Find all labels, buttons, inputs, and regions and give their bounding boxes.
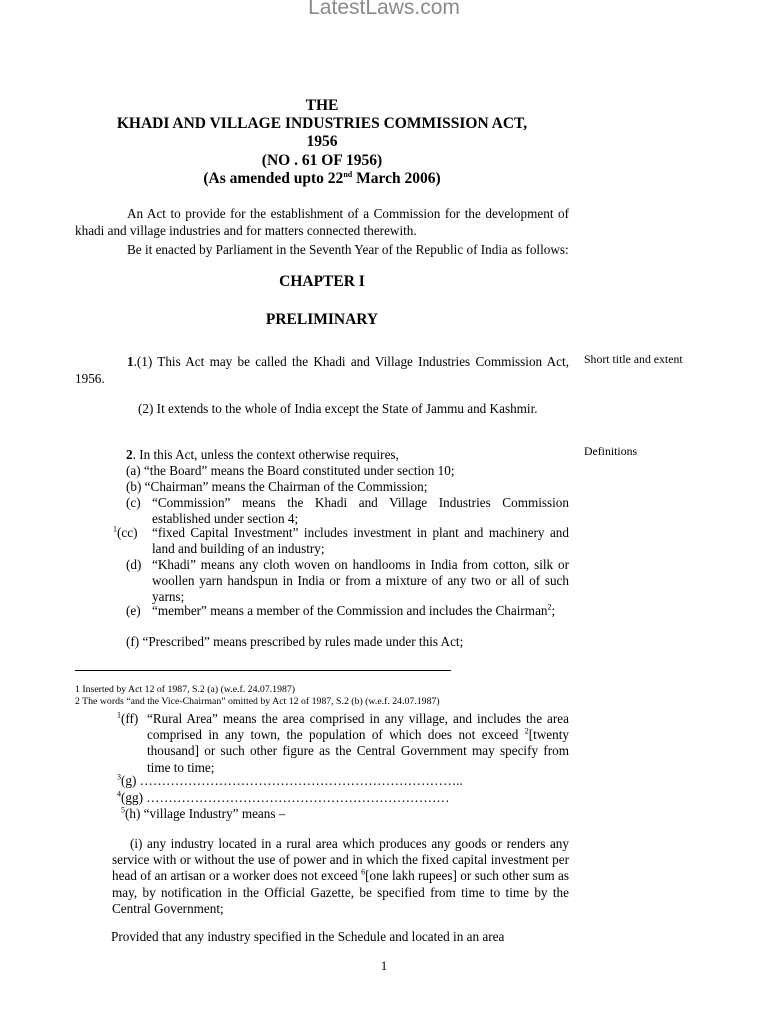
section-number: 2	[126, 447, 133, 462]
preamble	[75, 205, 569, 239]
definition-gg-text: (gg) ……………………………………………………………	[121, 790, 450, 805]
definition-f: (f) “Prescribed” means prescribed by rules made under this Act;	[126, 634, 464, 649]
margin-note-short-title: Short title and extent	[584, 352, 683, 366]
footnote-ref: 3	[117, 772, 121, 782]
label-text: (ff)	[121, 711, 139, 726]
definition-h-i-text-2: [one lakh rupees] or such other sum as may, by notification in the Official Gazette, be specified from time to time by the Central Government;	[112, 868, 569, 916]
enacting-text: Be it enacted by Parliament in the Seventh Year of the Republic of India as follows:	[127, 242, 569, 257]
section-2-intro	[126, 447, 399, 463]
title-line: KHADI AND VILLAGE INDUSTRIES COMMISSION ACT,	[116, 115, 528, 133]
definition-h-text: (h) “village Industry” means –	[125, 806, 286, 821]
definition-g-text: (g) ………………………………………………………………..	[121, 773, 463, 788]
footnote-ref: 2	[524, 726, 529, 736]
definition-cc-label	[113, 525, 138, 541]
footnote-ref: 2	[547, 602, 552, 612]
definition-ff-label	[117, 711, 138, 727]
definition-c: “Commission” means the Khadi and Village Industries Commission established under section 4;	[152, 495, 569, 527]
chapter-heading: CHAPTER I	[279, 273, 365, 290]
section-1-2-text: (2) It extends to the whole of India except the State of Jammu and Kashmir.	[138, 401, 538, 416]
definition-h-i-text: (i) any industry located in a rural area which produces any goods or renders any service with or without the use of power and in which the fixed capital investment per head of an artisan or a worker does not exceed	[112, 836, 569, 884]
title-amended-post: March 2006)	[352, 169, 441, 187]
title-amended-sup: nd	[343, 169, 353, 179]
title-line	[70, 170, 574, 188]
definition-a: (a) “the Board” means the Board constituted under section 10;	[126, 463, 455, 478]
definition-ff-text-2: [twenty thousand] or such other figure as the Central Government may specify from time to time;	[147, 727, 569, 775]
footnote-ref: 4	[117, 789, 121, 799]
footnote-ref: 6	[361, 868, 366, 878]
definition-gg	[117, 790, 450, 806]
section-2-intro-text: . In this Act, unless the context otherwise requires,	[132, 447, 399, 462]
footnote-ref: 1	[117, 710, 121, 720]
definition-b: (b) “Chairman” means the Chairman of the Commission;	[126, 479, 428, 494]
definition-h	[121, 806, 285, 822]
definition-d-label: (d)	[126, 557, 142, 572]
watermark: LatestLaws.com	[308, 0, 460, 19]
section-1-1-text: .(1) This Act may be called the Khadi and Village Industries Commission Act, 1956.	[75, 354, 569, 386]
part-heading: PRELIMINARY	[265, 311, 379, 328]
label-text: (cc)	[117, 525, 138, 540]
title-line: THE	[305, 97, 339, 114]
title-amended-pre: (As amended upto 22	[203, 169, 344, 187]
page-number: 1	[380, 958, 388, 973]
definition-c-label: (c)	[126, 495, 141, 510]
definition-e	[152, 603, 569, 619]
margin-note-definitions: Definitions	[584, 444, 638, 458]
section-1-2	[75, 400, 569, 417]
footnote-ref: 5	[121, 805, 125, 815]
footnote-2: 2 The words “and the Vice-Chairman” omitted by Act 12 of 1987, S.2 (b) (w.e.f. 24.07.1987)	[75, 696, 440, 707]
proviso: Provided that any industry specified in the Schedule and located in an area	[111, 929, 505, 944]
definition-cc: “fixed Capital Investment” includes investment in plant and machinery and land and building of an industry;	[152, 525, 569, 557]
definition-e-label: (e)	[126, 603, 141, 618]
section-number: 1	[127, 354, 134, 369]
definition-ff-text: “Rural Area” means the area comprised in any village, and includes the area comprised in any town, the population of which does not exceed	[147, 711, 569, 743]
title-line: (NO . 61 OF 1956)	[261, 151, 383, 169]
definition-e-end: ;	[551, 603, 556, 618]
title-line: 1956	[306, 133, 338, 151]
footnote-rule	[75, 670, 451, 671]
definition-e-text: “member” means a member of the Commission and includes the Chairman	[152, 603, 548, 618]
definition-g	[117, 773, 463, 789]
footnote-1: 1 Inserted by Act 12 of 1987, S.2 (a) (w.e.f. 24.07.1987)	[75, 684, 296, 695]
act-title	[70, 97, 574, 188]
footnote-ref: 1	[113, 524, 117, 534]
definition-d: “Khadi” means any cloth woven on handlooms in India from cotton, silk or woollen yarn handspun in India or from a mixture of any two or all of such yarns;	[152, 557, 569, 605]
definition-ff	[147, 711, 569, 776]
enacting-clause	[75, 241, 569, 258]
section-1-1	[75, 353, 569, 387]
definition-h-i	[112, 836, 569, 917]
preamble-text: An Act to provide for the establishment of a Commission for the development of khadi and village industries and for matters connected therewith.	[75, 206, 569, 238]
